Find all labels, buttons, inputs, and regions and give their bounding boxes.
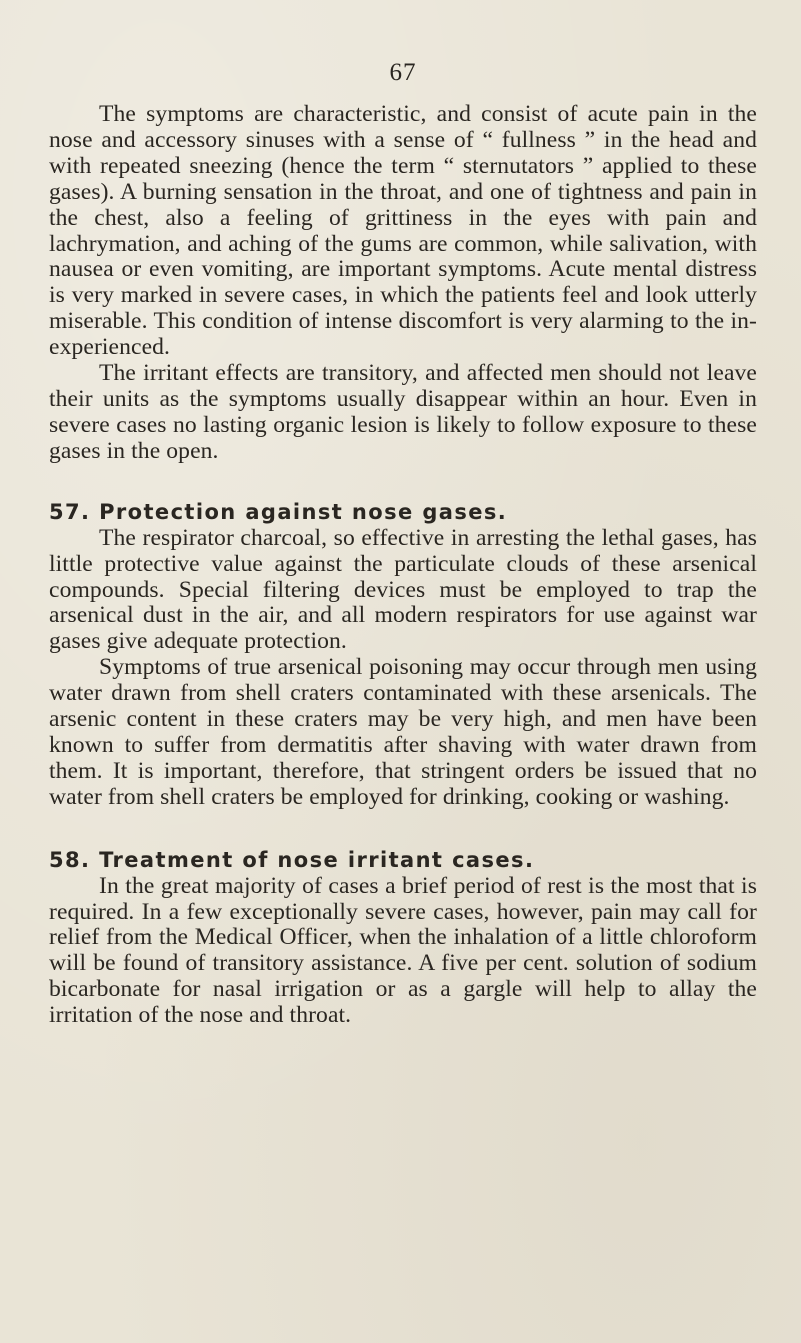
document-page	[49, 58, 757, 1029]
section-58-paragraph-1: In the great majority of cases a brief period of rest is the most that is required. In a few exceptionally severe cases, however, pain may call for relief from the Medical Officer, when the inhalation of a little chloroform will be found of transitory assistance. A five per cent. solution of sodium bicarbonate for nasal irrigation or as a gargle will help to allay the irritation of the nose and throat.	[49, 872, 757, 1029]
intro-paragraph-2: The irritant effects are transitory, and affected men should not leave their units as the symptoms usually disappear within an hour. Even in severe cases no lasting organic lesion is likely to follow exposure to these gases in the open.	[49, 360, 757, 464]
section-57-paragraph-1: The respirator charcoal, so effective in arresting the lethal gases, has little protective value against the particulate clouds of these arsenical compounds. Special filtering devices must be employed to trap the arsenical dust in the air, and all modern respirators for use against war gases give adequate protection.	[49, 524, 757, 655]
page-number: 67	[389, 59, 417, 86]
section-58-heading: 58. Treatment of nose irritant cases.	[49, 847, 535, 872]
section-57-heading: 57. Protection against nose gases.	[49, 499, 508, 524]
intro-paragraph-1: The symptoms are characteristic, and consist of acute pain in the nose and accessory sinuses with a sense of “ fullness ” in the head and with repeated sneezing (hence the term “ sternutators ” applied to these gases). A burning sensation in the throat, and one of tightness and pain in the chest, also a feeling of grittiness in the eyes with pain and lachrymation, and aching of the gums are common, while salivation, with nausea or even vomiting, are important symptoms. Acute mental distress is very marked in severe cases, in which the patients feel and look utterly miserable. This condition of intense discomfort is very alarming to the in-experienced.	[49, 101, 757, 361]
section-57-paragraph-2: Symptoms of true arsenical poisoning may occur through men using water drawn from shell craters contaminated with these arsenicals. The arsenic content in these craters may be very high, and men have been known to suffer from dermatitis after shaving with water drawn from them. It is important, therefore, that stringent orders be issued that no water from shell craters be employed for drinking, cooking or washing.	[49, 654, 757, 810]
